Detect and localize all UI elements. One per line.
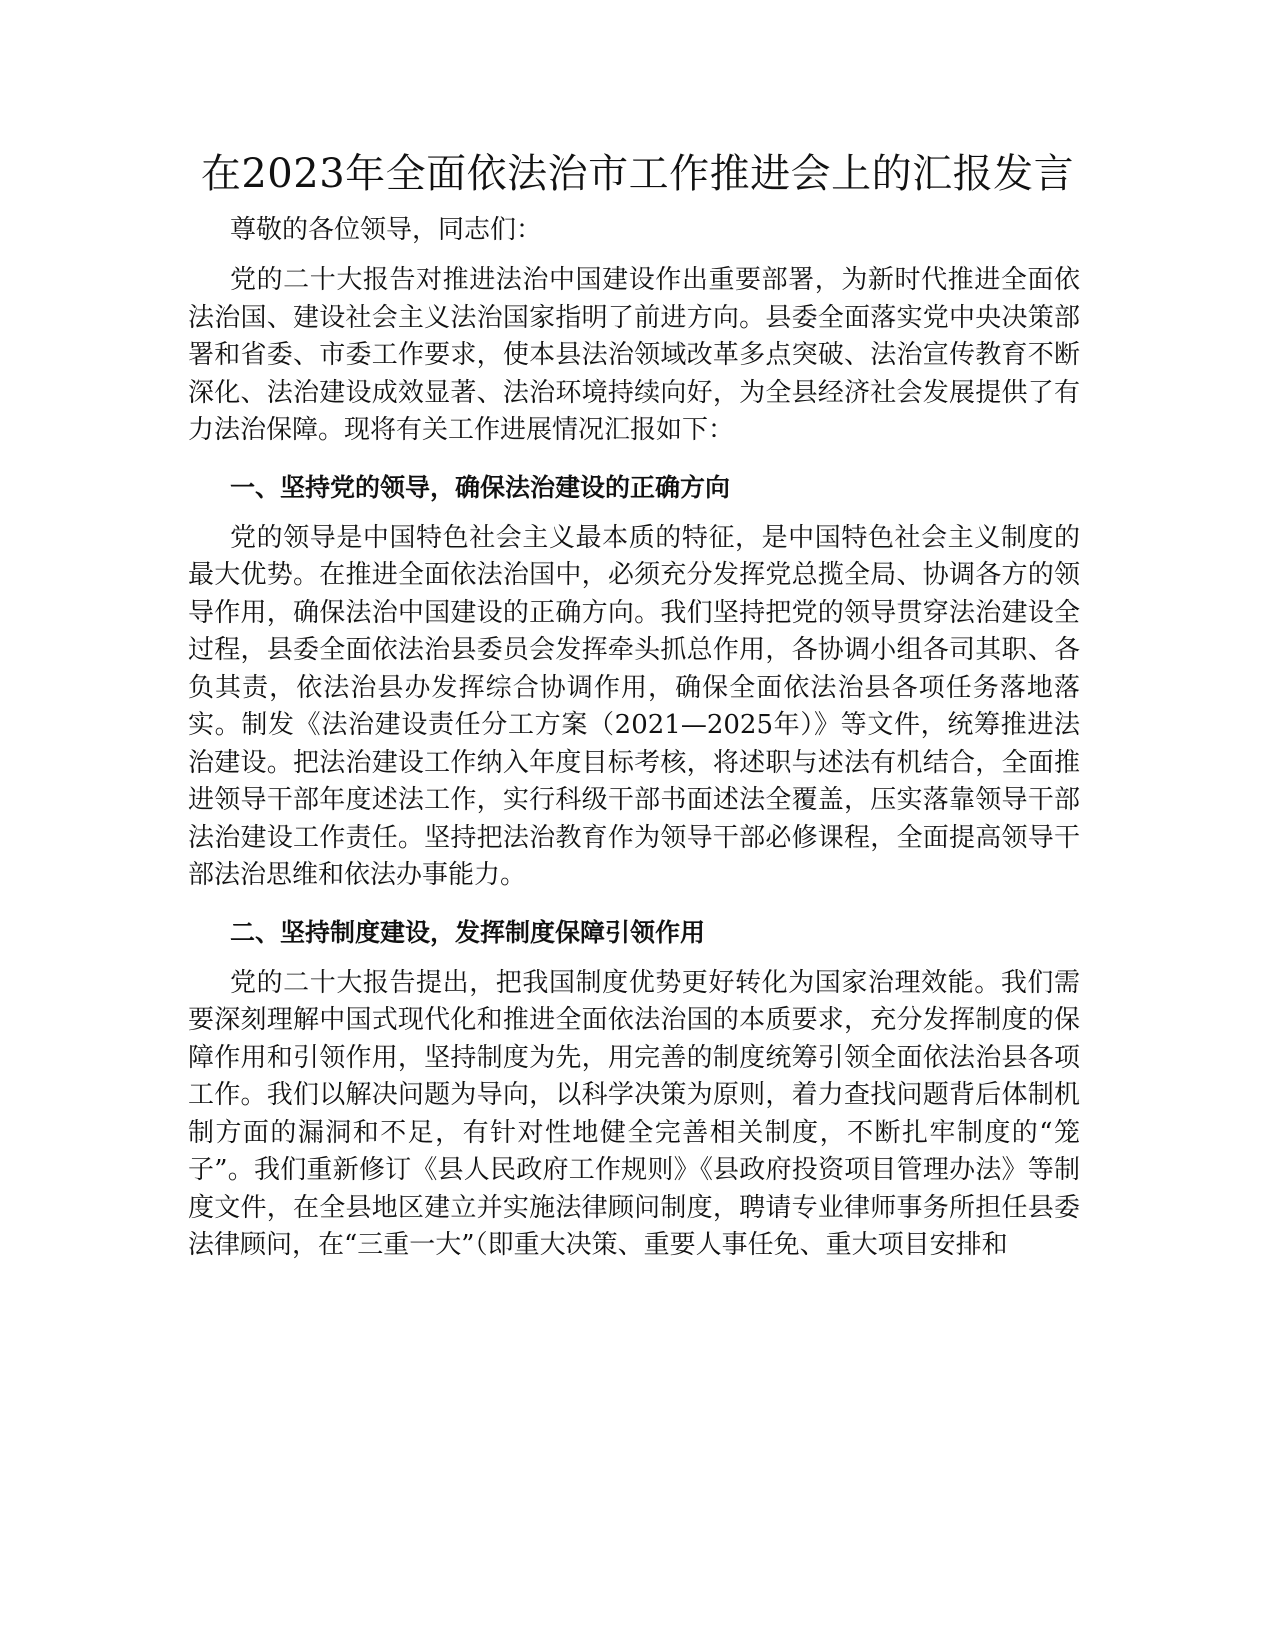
document-body bbox=[188, 198, 1080, 1265]
salutation: 尊敬的各位领导，同志们： bbox=[230, 215, 543, 245]
intro-paragraph: 党的二十大报告对推进法治中国建设作出重要部署，为新时代推进全面依法治国、建设社会主义法治国家指明了前进方向。县委全面落实党中央决策部署和省委、市委工作要求，使本县法治领域改革多点突破、法治宣传教育不断深化、法治建设成效显著、法治环境持续向好，为全县经济社会发展提供了有力法治保障。现将有关工作进展情况汇报如下： bbox=[188, 265, 1080, 445]
section-2-heading: 二、坚持制度建设，发挥制度保障引领作用 bbox=[230, 917, 706, 947]
section-1-heading: 一、坚持党的领导，确保法治建设的正确方向 bbox=[230, 472, 731, 502]
document-title: 在2023年全面依法治市工作推进会上的汇报发言 bbox=[200, 151, 1075, 197]
section-2-paragraph: 党的二十大报告提出，把我国制度优势更好转化为国家治理效能。我们需要深刻理解中国式现代化和推进全面依法治国的本质要求，充分发挥制度的保障作用和引领作用，坚持制度为先，用完善的制度统筹引领全面依法治县各项工作。我们以解决问题为导向，以科学决策为原则，着力查找问题背后体制机制方面的漏洞和不足，有针对性地健全完善相关制度，不断扎牢制度的“笼子”。我们重新修订《县人民政府工作规则》《县政府投资项目管理办法》等制度文件，在全县地区建立并实施法律顾问制度，聘请专业律师事务所担任县委法律顾问，在“三重一大”（即重大决策、重要人事任免、重大项目安排和 bbox=[188, 967, 1080, 1260]
section-1-paragraph: 党的领导是中国特色社会主义最本质的特征，是中国特色社会主义制度的最大优势。在推进全面依法治国中，必须充分发挥党总揽全局、协调各方的领导作用，确保法治中国建设的正确方向。我们坚持把党的领导贯穿法治建设全过程，县委全面依法治县委员会发挥牵头抓总作用，各协调小组各司其职、各负其责，依法治县办发挥综合协调作用，确保全面依法治县各项任务落地落实。制发《法治建设责任分工方案（2021—2025年）》等文件，统筹推进法治建设。把法治建设工作纳入年度目标考核，将述职与述法有机结合，全面推进领导干部年度述法工作，实行科级干部书面述法全覆盖，压实落靠领导干部法治建设工作责任。坚持把法治教育作为领导干部必修课程，全面提高领导干部法治思维和依法办事能力。 bbox=[188, 522, 1080, 890]
